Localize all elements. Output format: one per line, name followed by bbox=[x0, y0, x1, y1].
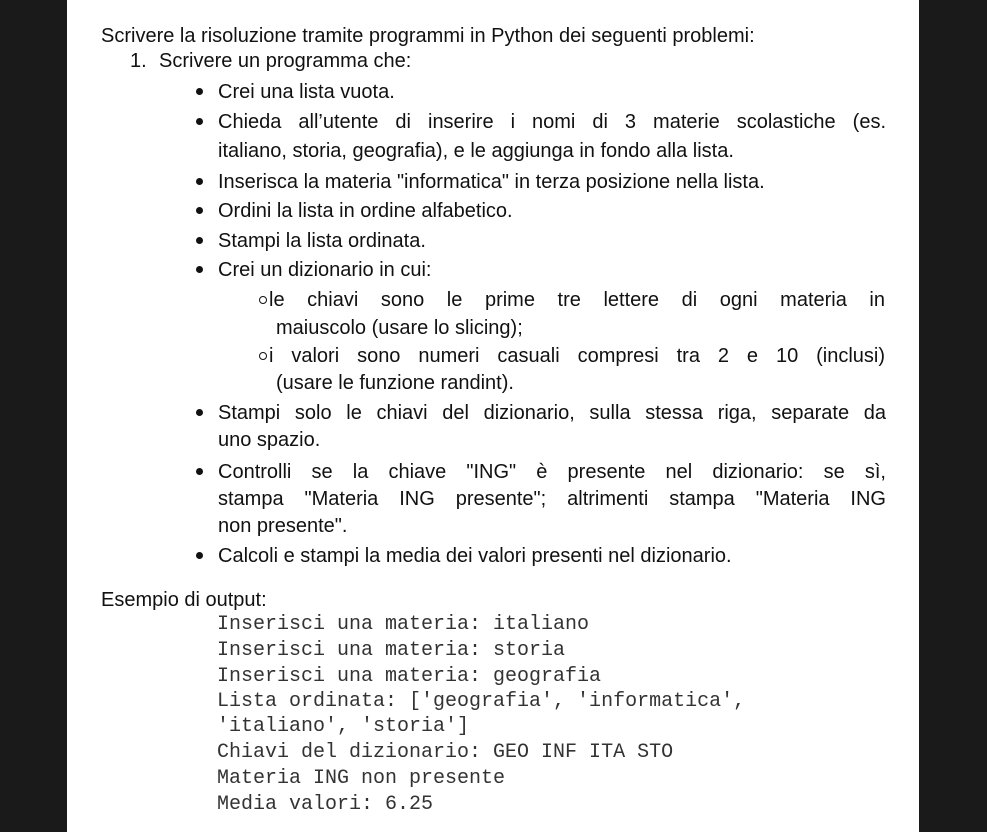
bullet-icon bbox=[196, 468, 203, 475]
bullet-icon bbox=[196, 237, 203, 244]
output-line: Chiavi del dizionario: GEO INF ITA STO bbox=[217, 741, 674, 764]
list-item-continuation: uno spazio. bbox=[218, 429, 321, 451]
document-page bbox=[67, 0, 919, 832]
list-item: Stampi solo le chiavi del dizionario, sulla stessa riga, separate da bbox=[218, 402, 886, 424]
bullet-icon bbox=[196, 552, 203, 559]
output-line: Lista ordinata: ['geografia', 'informatica', bbox=[217, 690, 746, 713]
list-item: Stampi la lista ordinata. bbox=[218, 230, 426, 252]
bullet-icon bbox=[196, 118, 203, 125]
bullet-icon bbox=[196, 88, 203, 95]
list-item: Ordini la lista in ordine alfabetico. bbox=[218, 200, 513, 222]
sub-list-item-continuation: (usare le funzione randint). bbox=[276, 372, 514, 394]
list-item: Crei una lista vuota. bbox=[218, 81, 395, 103]
list-item: Crei un dizionario in cui: bbox=[218, 259, 432, 281]
output-line: Inserisci una materia: geografia bbox=[217, 665, 602, 688]
circle-bullet-icon bbox=[259, 296, 267, 304]
list-item-continuation: italiano, storia, geografia), e le aggiunga in fondo alla lista. bbox=[218, 140, 734, 162]
circle-bullet-icon bbox=[259, 352, 267, 360]
output-line: Inserisci una materia: italiano bbox=[217, 613, 590, 636]
list-item: Controlli se la chiave "ING" è presente nel dizionario: se sì, bbox=[218, 461, 886, 483]
output-line: Media valori: 6.25 bbox=[217, 793, 434, 816]
intro-text: Scrivere la risoluzione tramite programmi in Python dei seguenti problemi: bbox=[101, 25, 755, 47]
bullet-icon bbox=[196, 178, 203, 185]
output-line: 'italiano', 'storia'] bbox=[217, 715, 470, 738]
sub-list-item: i valori sono numeri casuali compresi tra 2 e 10 (inclusi) bbox=[269, 345, 885, 367]
list-item-continuation: non presente". bbox=[218, 515, 348, 537]
bullet-icon bbox=[196, 207, 203, 214]
list-item: Inserisca la materia "informatica" in terza posizione nella lista. bbox=[218, 171, 765, 193]
list-item: Calcoli e stampi la media dei valori presenti nel dizionario. bbox=[218, 545, 732, 567]
list-item: Chieda all’utente di inserire i nomi di 3 materie scolastiche (es. bbox=[218, 111, 886, 133]
output-line: Inserisci una materia: storia bbox=[217, 639, 566, 662]
output-line: Materia ING non presente bbox=[217, 767, 506, 790]
sub-list-item-continuation: maiuscolo (usare lo slicing); bbox=[276, 317, 523, 339]
bullet-icon bbox=[196, 409, 203, 416]
list-item-continuation: stampa "Materia ING presente"; altrimenti stampa "Materia ING bbox=[218, 488, 886, 510]
output-heading: Esempio di output: bbox=[101, 589, 267, 611]
sub-list-item: le chiavi sono le prime tre lettere di ogni materia in bbox=[269, 289, 885, 311]
task-number: 1. bbox=[130, 50, 147, 72]
bullet-icon bbox=[196, 266, 203, 273]
task-title: Scrivere un programma che: bbox=[159, 50, 412, 72]
